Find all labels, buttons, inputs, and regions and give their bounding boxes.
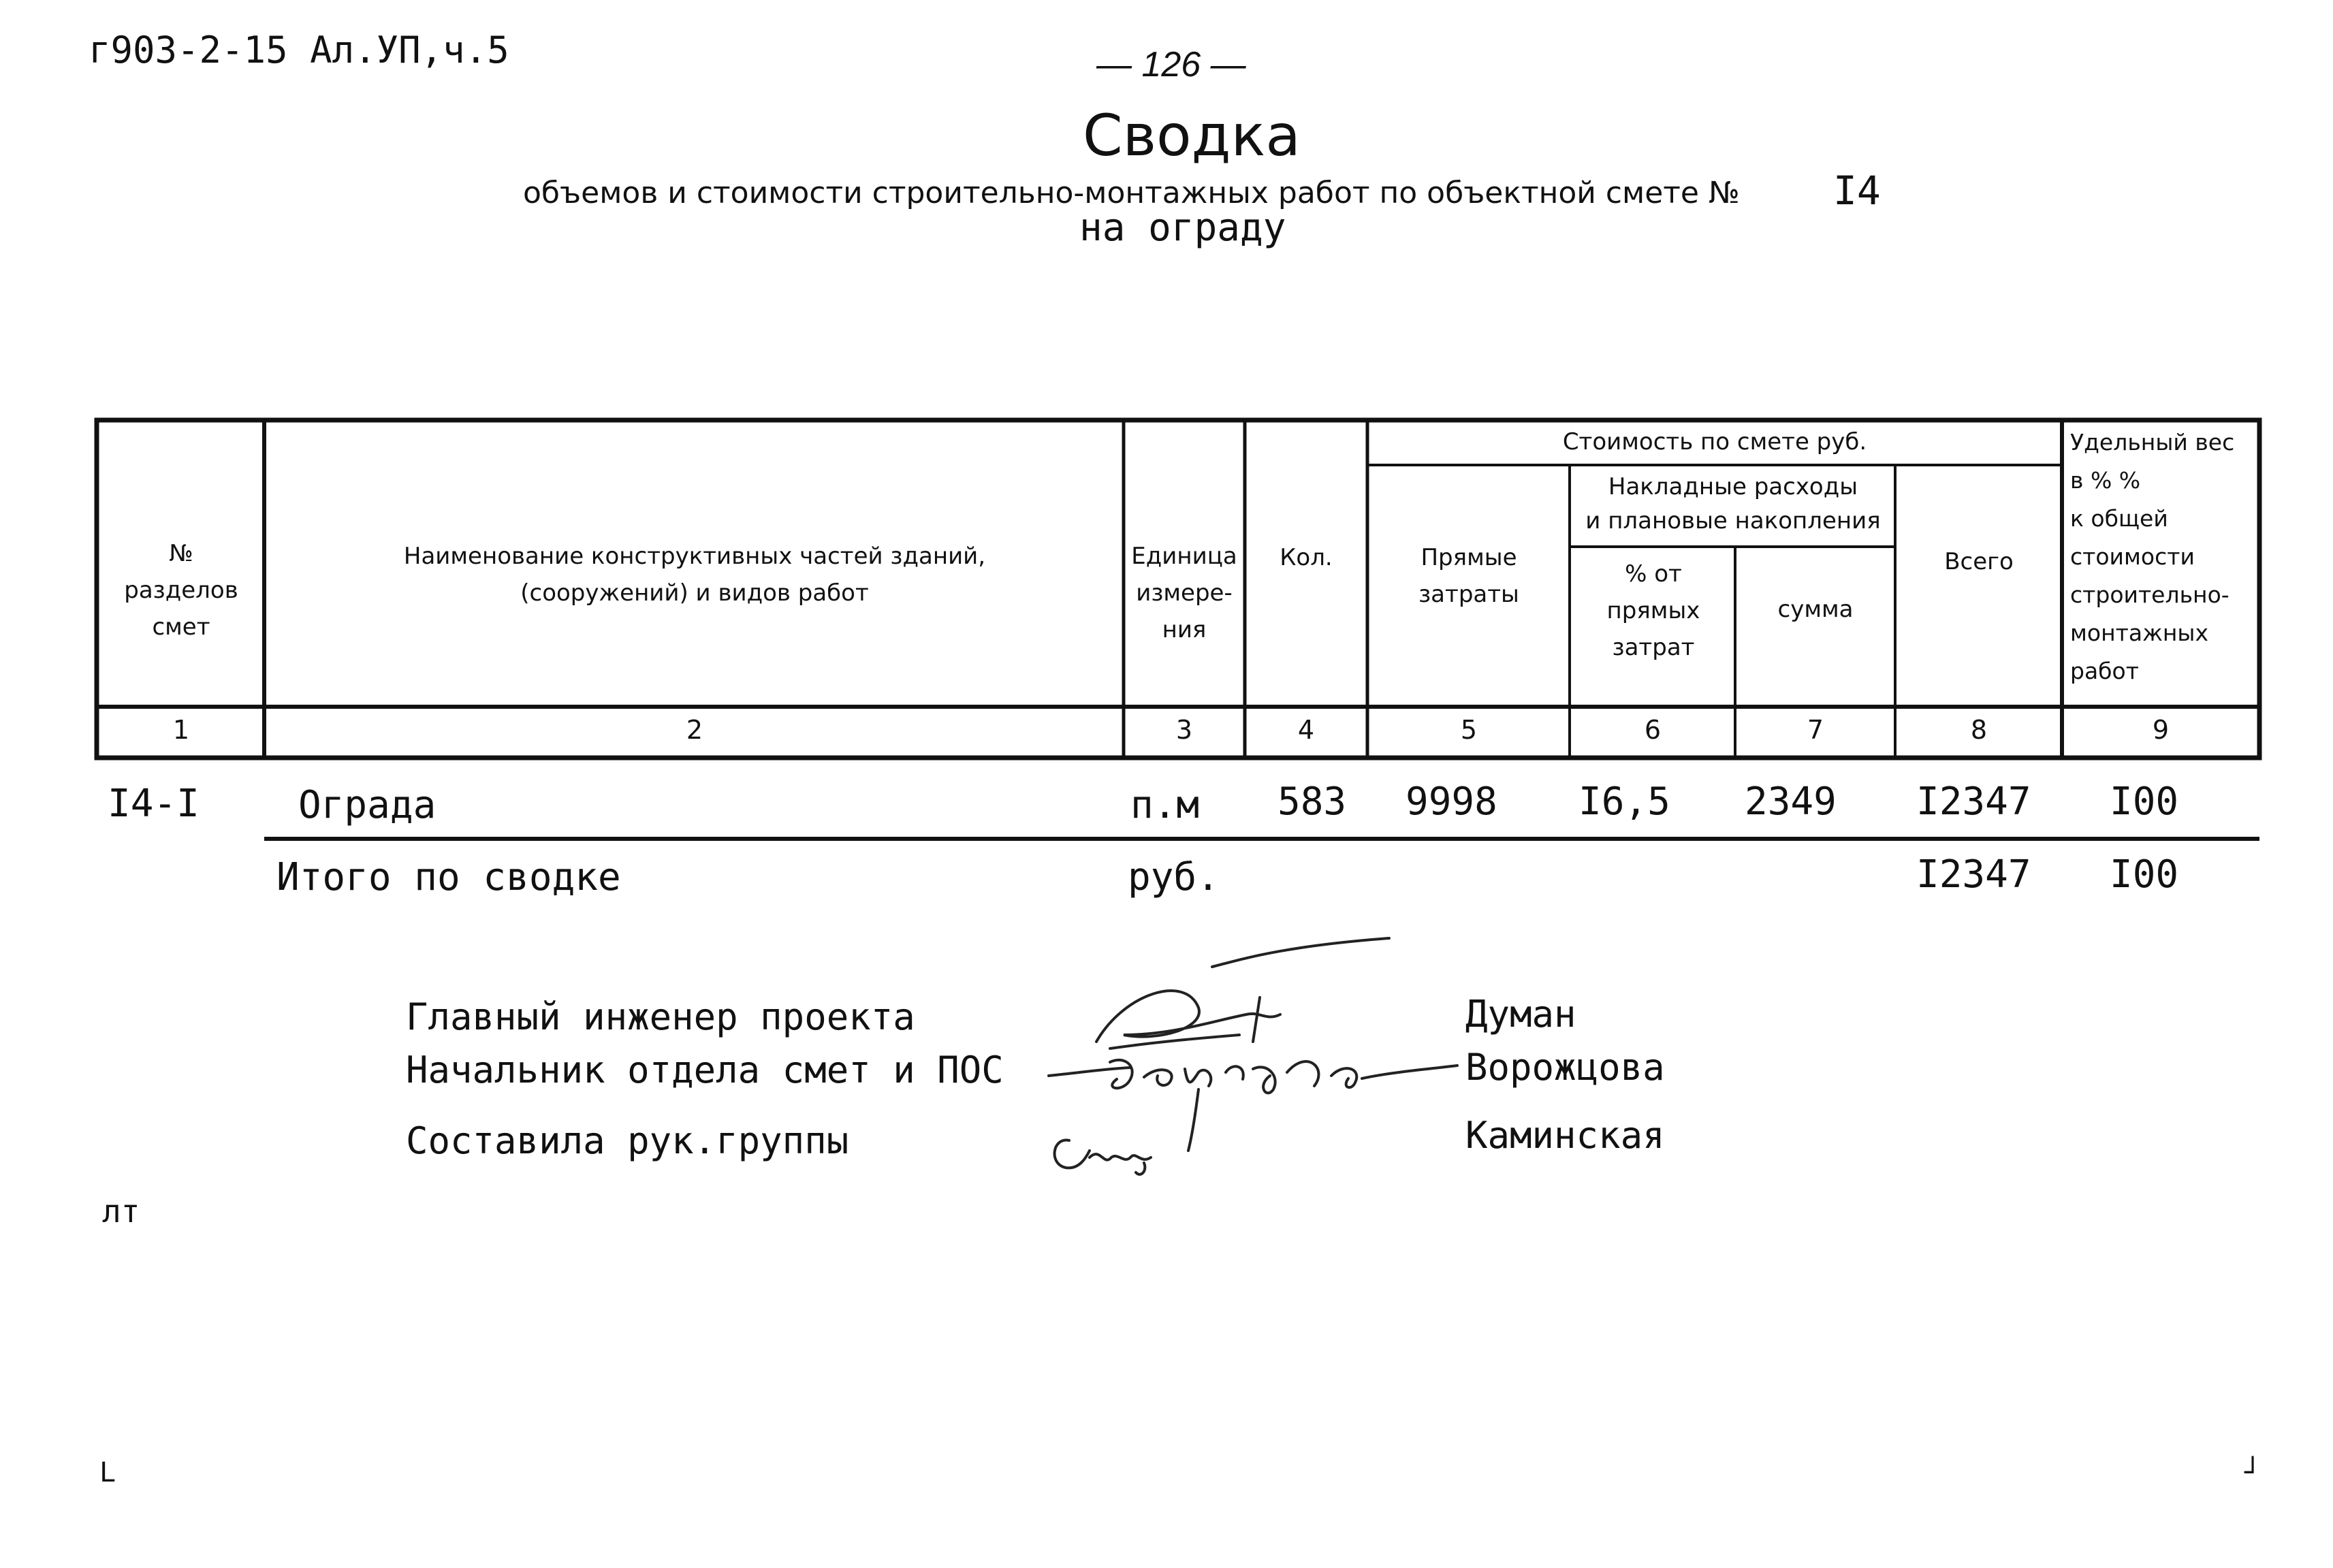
header-quantity: Кол.	[1280, 544, 1333, 571]
signature-name: Каминская	[1465, 1114, 1665, 1157]
header-share: Удельный вес в % % к общей стоимости строительно- монтажных работ	[2070, 429, 2235, 684]
header-section-no: № разделов смет	[124, 540, 238, 641]
corner-mark-right: ┘	[2244, 1457, 2261, 1488]
row-overhead-sum: 2349	[1745, 780, 1837, 824]
column-number: 5	[1460, 715, 1478, 745]
row-unit: п.м	[1130, 783, 1200, 827]
signature-name: Ворожцова	[1465, 1046, 1665, 1089]
row-overhead-percent: I6,5	[1578, 780, 1670, 824]
signature-role: Составила рук.группы	[406, 1119, 849, 1162]
column-number: 2	[686, 715, 703, 745]
column-number: 9	[2152, 715, 2170, 745]
header-item-name: Наименование конструктивных частей зданий, (сооружений) и видов работ	[403, 543, 986, 607]
row-share: I00	[2110, 780, 2179, 824]
column-number: 3	[1175, 715, 1193, 745]
column-number: 7	[1807, 715, 1824, 745]
total-label: Итого по сводке	[276, 855, 621, 899]
header-cost-group: Стоимость по смете руб.	[1562, 428, 1867, 455]
corner-mark-left: L	[99, 1457, 116, 1488]
footer-mark: лт	[102, 1193, 140, 1230]
header-direct-costs: Прямые затраты	[1418, 544, 1519, 608]
row-section: I4-I	[108, 782, 200, 826]
header-total: Всего	[1944, 548, 2014, 575]
estimate-object: на ограду	[1079, 206, 1286, 250]
row-direct-costs: 9998	[1406, 780, 1497, 824]
column-number: 8	[1970, 715, 1988, 745]
row-name: Ограда	[298, 783, 437, 827]
column-number: 6	[1644, 715, 1662, 745]
estimate-number: I4	[1833, 167, 1881, 214]
header-overhead-sum: сумма	[1777, 596, 1854, 623]
total-share: I00	[2110, 852, 2179, 897]
handwritten-signature	[1021, 933, 1498, 1178]
column-number: 4	[1297, 715, 1315, 745]
signature-name: Думан	[1465, 993, 1576, 1036]
row-quantity: 583	[1277, 780, 1347, 824]
document-code: г903-2-15 Ал.УП,ч.5	[89, 29, 509, 71]
signature-role: Главный инженер проекта	[406, 995, 915, 1038]
page-subtitle: объемов и стоимости строительно-монтажных работ по объектной смете №	[523, 176, 1740, 210]
column-number: 1	[172, 715, 190, 745]
total-sum: I2347	[1916, 852, 2031, 897]
row-total: I2347	[1916, 780, 2031, 824]
header-overhead-percent: % от прямых затрат	[1606, 560, 1700, 661]
header-overhead-group: Накладные расходы и плановые накопления	[1585, 473, 1881, 534]
total-unit: руб.	[1128, 855, 1220, 899]
page-number: — 126 —	[1096, 45, 1246, 84]
page-title: Сводка	[1083, 102, 1301, 169]
header-unit: Единица измере- ния	[1131, 543, 1237, 643]
signature-role: Начальник отдела смет и ПОС	[406, 1049, 1004, 1091]
